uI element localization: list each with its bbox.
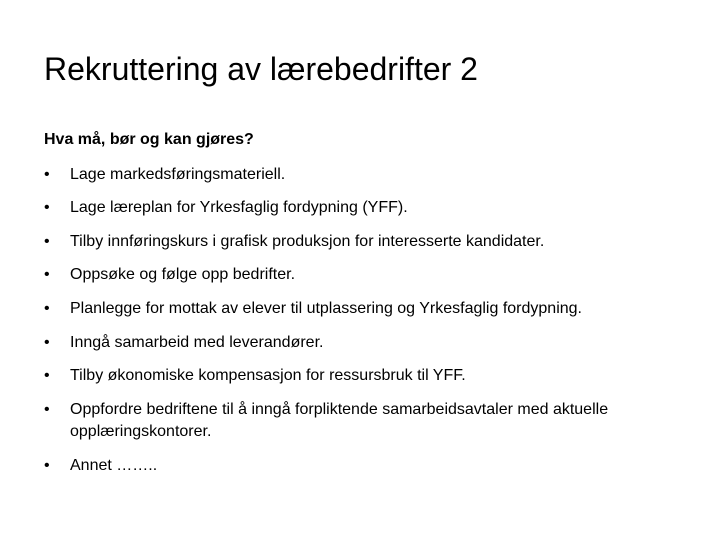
bullet-icon: • [44,199,50,216]
bullet-text: Oppsøke og følge opp bedrifter. [70,266,296,283]
bullet-text: Lage læreplan for Yrkesfaglig fordypning (YFF). [70,199,408,216]
bullet-text: Oppfordre bedriftene til å inngå forpliktende samarbeidsavtaler med aktuelle opplæringskontorer. [70,401,609,440]
slide-subtitle: Hva må, bør og kan gjøres? [44,131,254,148]
bullet-item [44,365,684,387]
bullet-text: Tilby innføringskurs i grafisk produksjon for interesserte kandidater. [70,233,545,250]
bullet-item [44,298,684,320]
bullet-icon: • [44,266,50,283]
slide-title: Rekruttering av lærebedrifter 2 [44,51,478,87]
bullet-text: Inngå samarbeid med leverandører. [70,334,324,351]
bullet-item [44,332,684,354]
bullet-text: Tilby økonomiske kompensasjon for ressursbruk til YFF. [70,367,466,384]
bullet-item [44,264,684,286]
bullet-item [44,231,684,253]
bullet-icon: • [44,401,50,418]
bullet-text: Annet …….. [70,457,158,474]
bullet-icon: • [44,233,50,250]
bullet-text: Lage markedsføringsmateriell. [70,166,286,183]
bullet-icon: • [44,457,50,474]
bullet-text: Planlegge for mottak av elever til utplassering og Yrkesfaglig fordypning. [70,300,582,317]
bullet-item [44,399,684,443]
bullet-item [44,164,684,186]
bullet-icon: • [44,166,50,183]
bullet-icon: • [44,300,50,317]
bullet-icon: • [44,367,50,384]
bullet-icon: • [44,334,50,351]
bullet-item [44,197,684,219]
bullet-item [44,455,684,477]
